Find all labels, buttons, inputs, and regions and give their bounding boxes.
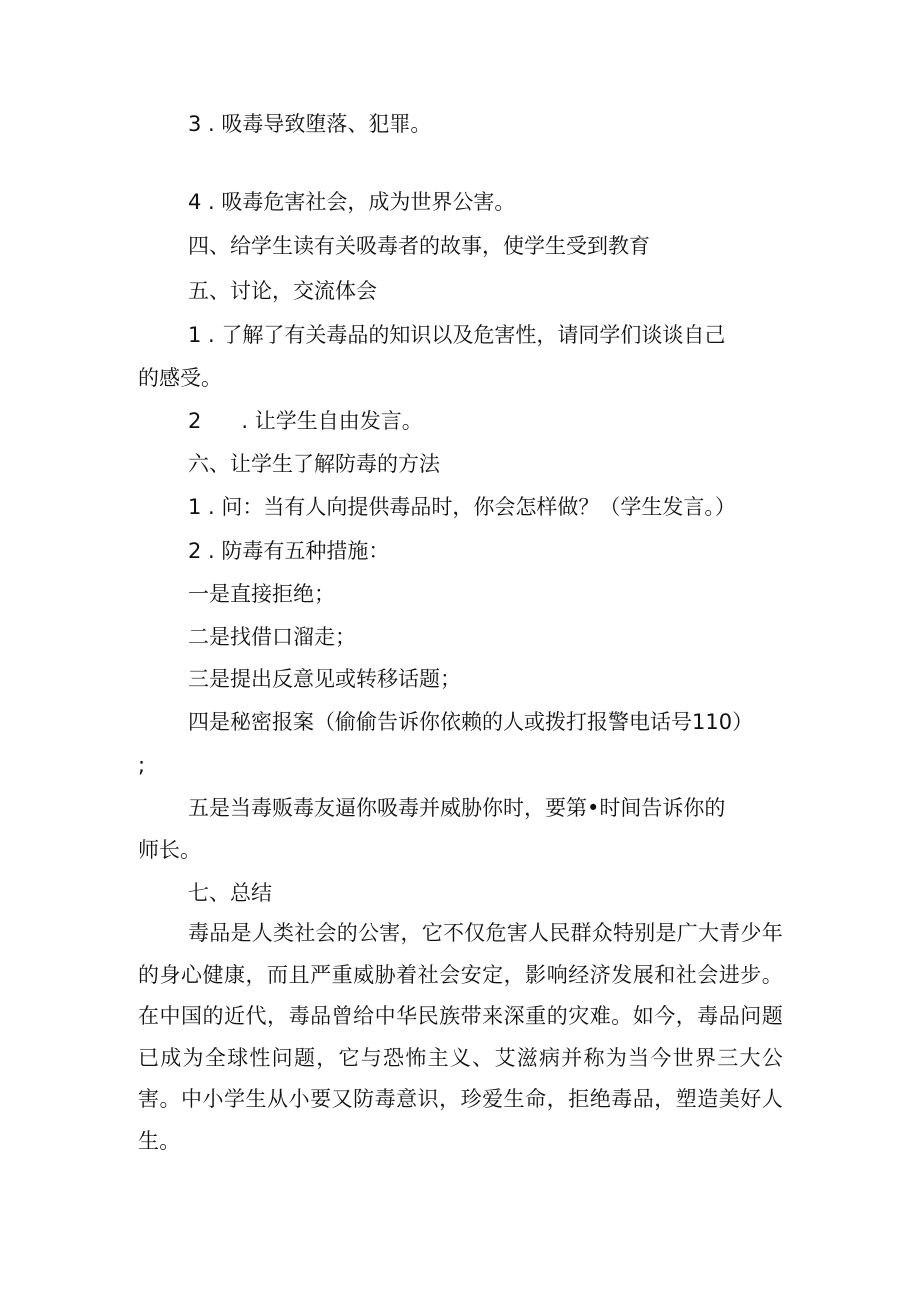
item-2-text: . 让学生自由发言。: [241, 409, 423, 433]
section-6-heading: 六、让学生了解防毒的方法: [188, 452, 440, 476]
summary-paragraph: [138, 913, 783, 1162]
item-3-harm-crime: 3 . 吸毒导致堕落、犯罪。: [188, 112, 432, 136]
measure-4: 四是秘密报案（偷偷告诉你依赖的人或拨打报警电话号110）: [188, 710, 754, 734]
section-5-heading: 五、讨论，交流体会: [188, 279, 377, 303]
section-7-heading: 七、总结: [188, 881, 272, 905]
item-4-harm-society: 4 . 吸毒危害社会，成为世界公害。: [188, 190, 516, 214]
measure-2: 二是找借口溜走；: [188, 625, 356, 649]
item-2-free-speech: [188, 407, 423, 435]
measure-1: 一是直接拒绝；: [188, 582, 335, 606]
measure-4-cont: ;: [138, 753, 146, 777]
item-1-question: 1 . 问：当有人向提供毒品时，你会怎样做？（学生发言。）: [188, 495, 736, 519]
item-2-measures: 2 . 防毒有五种措施：: [188, 539, 390, 563]
summary-text: 毒品是人类社会的公害，它不仅危害人民群众特别是广大青少年的身心健康，而且严重威胁着社会安定，影响经济发展和社会进步。在中国的近代，毒品曾给中华民族带来深重的灾难。如今，毒品问题已成为全球性问题，它与恐怖主义、艾滋病并称为当今世界三大公害。中小学生从小要又防毒意识，珍爱生命，拒绝毒品，塑造美好人生。: [138, 921, 783, 1153]
item-1-discussion-cont: 的感受。: [138, 366, 222, 390]
section-4-heading: 四、给学生读有关吸毒者的故事，使学生受到教育: [188, 234, 650, 258]
measure-5-cont: 师长。: [138, 838, 201, 862]
item-2-number: 2: [188, 409, 202, 433]
measure-3: 三是提出反意见或转移话题；: [188, 667, 461, 691]
measure-5: 五是当毒贩毒友逼你吸毒并威胁你时，要第•时间告诉你的: [188, 796, 726, 820]
item-1-discussion: 1 . 了解了有关毒品的知识以及危害性，请同学们谈谈自己: [188, 323, 726, 347]
